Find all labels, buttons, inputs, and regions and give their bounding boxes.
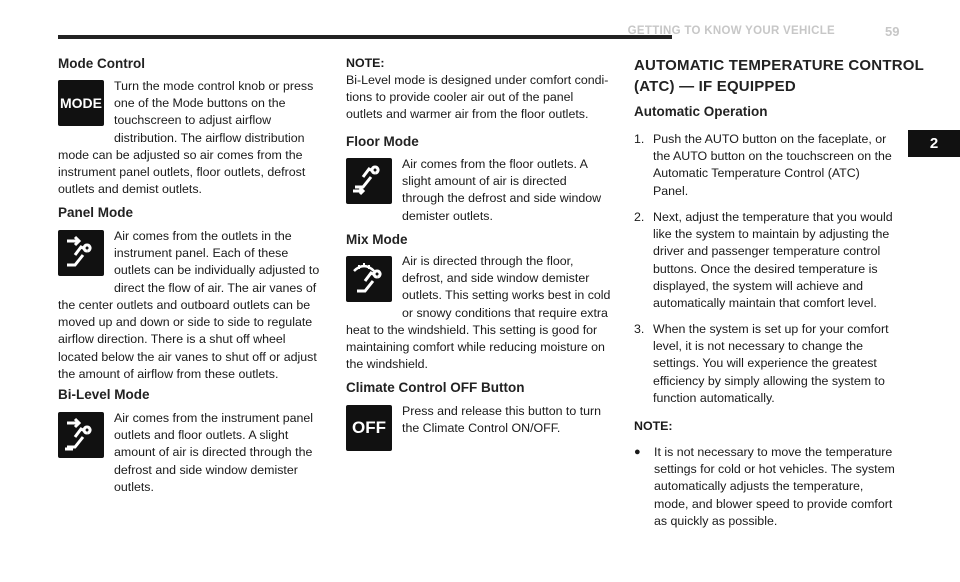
running-header: GETTING TO KNOW YOUR VEHICLE xyxy=(627,25,835,37)
mode-control-heading: Mode Control xyxy=(58,56,145,71)
off-button-para: Press and release this button to turn the Climate Control ON/OFF. xyxy=(402,404,602,436)
chapter-tab: 2 xyxy=(908,130,960,157)
automatic-operation-heading: Automatic Operation xyxy=(634,104,768,119)
step-1: 1. Push the AUTO button on the faceplate, or the AUTO button on the touchscreen on the Automatic Temperature Control (ATC) Panel. xyxy=(634,132,892,198)
panel-mode-icon xyxy=(58,230,104,276)
mix-mode-icon xyxy=(346,256,392,302)
bilevel-mode-icon xyxy=(58,412,104,458)
floor-mode-icon xyxy=(346,158,392,204)
mode-icon-label: MODE xyxy=(60,95,102,111)
atc-title-line2: (ATC) — IF EQUIPPED xyxy=(634,78,796,95)
floor-mode-para: Air comes from the floor outlets. A slight amount of air is directed through the defrost and side window demister outlets. xyxy=(402,157,602,223)
bilevel-mode-heading: Bi-Level Mode xyxy=(58,387,150,402)
atc-title-line1: AUTOMATIC TEMPERATURE CONTROL xyxy=(634,57,924,74)
off-button-heading: Climate Control OFF Button xyxy=(346,380,525,395)
step-3: 3. When the system is set up for your comfort level, it is not necessary to change the settings. You will experience the greatest efficiency by simply allowing the system to function automatically. xyxy=(634,322,889,405)
off-button-icon xyxy=(346,405,392,451)
atc-note-bullet: ● It is not necessary to move the temperature settings for cold or hot vehicles. The system automatically adjusts the temperature, mode, and blower speed to provide comfort as quickly as possible. xyxy=(634,445,895,528)
bullet-dot: ● xyxy=(634,446,641,458)
mode-button-icon xyxy=(58,80,104,126)
mode-control-para-b: mode can be adjusted so air comes from the instrument panel outlets, floor outlets, defrost outlets and demist outlets. xyxy=(58,148,306,197)
atc-note-label: NOTE: xyxy=(634,419,673,433)
mix-mode-para-a: Air is directed through the floor, defrost, and side window demister outlets. This setting works best in cold or snowy conditions that require extra xyxy=(402,254,611,320)
bilevel-mode-para: Air comes from the instrument panel outlets and floor outlets. A slight amount of air is directed through the defrost and side window demister outlets. xyxy=(114,411,314,494)
page-number: 59 xyxy=(885,24,900,39)
mix-mode-para-b: heat to the windshield. This setting is good for maintaining comfort while reducing moisture on the windshield. xyxy=(346,323,605,372)
floor-mode-heading: Floor Mode xyxy=(346,134,419,149)
header-rule xyxy=(58,35,672,39)
panel-mode-heading: Panel Mode xyxy=(58,205,134,220)
note-label: NOTE: xyxy=(346,56,385,70)
bilevel-note: Bi-Level mode is designed under comfort condi- tions to provide cooler air out of the panel outlets and warmer air from the floor outlets. xyxy=(346,73,609,122)
panel-mode-para-b: the center outlets and outboard outlets can be moved up and down or side to side to regulate airflow direction. There is a shut off wheel located below the air vanes to shut off or adjust the amount of airflow from these outlets. xyxy=(58,298,317,381)
mode-control-para-a: Turn the mode control knob or press one of the Mode buttons on the touchscreen to adjust airflow distribution. The airflow distribution xyxy=(114,79,314,145)
step-2: 2. Next, adjust the temperature that you would like the system to maintain by adjusting the driver and passenger temperature control buttons. Once the desired temperature is displayed, the system will achieve and automatically maintain that comfort level. xyxy=(634,210,893,311)
off-icon-label: OFF xyxy=(352,418,386,437)
panel-mode-para-a: Air comes from the outlets in the instrument panel. Each of these outlets can be individually adjusted to direct the flow of air. The air vanes of xyxy=(114,229,320,295)
mix-mode-heading: Mix Mode xyxy=(346,232,408,247)
